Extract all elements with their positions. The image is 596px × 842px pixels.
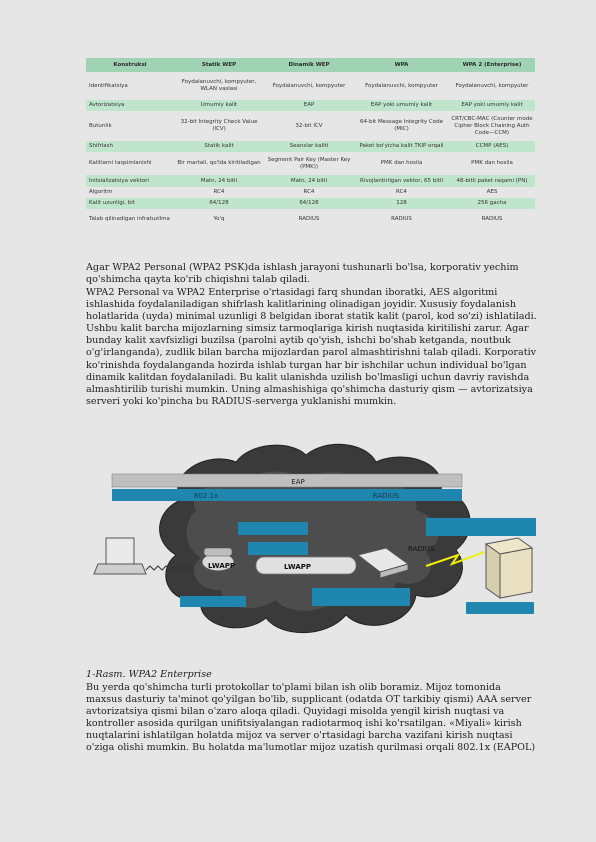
text-line: o'g'irlanganda), zudlik bilan barcha mijozlardan parol almashtirishni talab qiladi. Korporativ <box>86 347 537 359</box>
text-line: Ushbu kalit barcha mijozlarning simsiz tarmoqlariga kirish nuqtasida kiritilishi zarur. Agar <box>86 323 529 335</box>
table-cell: Foydalanuvchi, kompyuter <box>449 72 535 100</box>
table-header-cell: Konstruksi <box>86 58 174 72</box>
table-row <box>86 111 535 141</box>
table-cell: Butunlik <box>86 111 174 141</box>
blue-box <box>312 588 410 606</box>
paragraph-supplicant <box>86 682 536 755</box>
blue-box <box>426 518 536 536</box>
table-cell: 64-bit Message Integrity Code (MIC) <box>354 111 449 141</box>
figure-caption <box>86 669 536 681</box>
table-cell: Avtorizatsiya <box>86 100 174 111</box>
table-row <box>86 72 535 100</box>
table-cell: Matn, 24 bitli <box>264 175 354 187</box>
table-cell: PMK dan hosila <box>449 152 535 175</box>
band-left-label: 802.1x <box>193 492 219 500</box>
table-cell: Kalit uzunligi, bit <box>86 198 174 209</box>
table-cell: Initsializatsiya vektori <box>86 175 174 187</box>
table-header-cell: WPA <box>354 58 449 72</box>
table-cell: Talab qilinadigan infratuzilma <box>86 209 174 229</box>
blue-box <box>248 542 308 555</box>
table-header-cell: Statik WEP <box>174 58 264 72</box>
table-cell: Algoritm <box>86 187 174 198</box>
table-row <box>86 152 535 175</box>
table-cell: Matn, 24 bitli <box>174 175 264 187</box>
text-line: WPA2 Personal va WPA2 Enterprise o'rtasidagi farq shundan iboratki, AES algoritmi <box>86 287 498 298</box>
table-cell: Shifrlash <box>86 141 174 152</box>
table-cell: EAP yoki umumiy kalit <box>354 100 449 111</box>
paragraph-intro <box>86 262 536 286</box>
eap-bar <box>112 474 462 487</box>
protocol-band <box>112 489 462 501</box>
text-line: nuqtalarini ishlatilgan holatda mijoz va server o'rtasidagi barcha vazifani kirish nuqtasi <box>86 730 513 742</box>
controller-label: RADIUS <box>408 545 435 553</box>
table-cell: Segment Pair Key (Master Key (PMK)) <box>264 152 354 175</box>
table-cell: Identifikatsiya <box>86 72 174 100</box>
text-line: Agar WPA2 Personal (WPA2 PSK)da ishlash jarayoni tushunarli bo'lsa, korporativ yechim <box>86 262 519 273</box>
text-line: avtorizatsiya qismi bilan o'zaro aloqa qiladi. Quyidagi misolda yengil kirish nuqtasi va <box>86 706 505 718</box>
table-row <box>86 187 535 198</box>
table-header-row <box>86 58 535 72</box>
table-header-cell: WPA 2 (Enterprise) <box>449 58 535 72</box>
table-cell: 128 <box>354 198 449 209</box>
table-cell: RC4 <box>264 187 354 198</box>
table-cell: 256 gacha <box>449 198 535 209</box>
table-cell: Kalitlarni taqsimlanishi <box>86 152 174 175</box>
text-line: almashtirilib turishi mumkin. Uning almashishiga qo'shimcha dasturiy qism — avtorizatsiya <box>86 383 533 395</box>
table-cell: CRT/CBC-MAC (Counter mode Cipher Block Chaining Auth Code—CCM) <box>449 111 535 141</box>
table-cell: 32-bit ICV <box>264 111 354 141</box>
blue-box <box>180 596 246 607</box>
comparison-table <box>86 58 535 229</box>
text-line: qo'shimcha qayta ko'rib chiqishni talab qiladi. <box>86 274 311 286</box>
table-cell: RADIUS <box>264 209 354 229</box>
table-cell: Yo'q <box>174 209 264 229</box>
text-line: ko'rinishda foydalanganda hozirda ishlab turgan har bir ishchilar uchun individual bo'lgan <box>86 359 527 371</box>
table-cell: Statik kalit <box>174 141 264 152</box>
paragraph-personal-vs-enterprise <box>86 287 536 408</box>
lwapp-label: LWAPP <box>208 562 236 570</box>
table-cell: CCMP (AES) <box>449 141 535 152</box>
text-line: serveri yoki ko'pincha bu RADIUS-serverga yuklanishi mumkin. <box>86 395 397 407</box>
server-icon <box>486 538 532 598</box>
table-cell: 64/128 <box>174 198 264 209</box>
table-row <box>86 198 535 209</box>
laptop-icon <box>94 538 146 574</box>
table-cell: Paket bo'yicha kalit TKIP orqali <box>354 141 449 152</box>
table-cell: Foydalanuvchi, kompyuter <box>354 72 449 100</box>
text-line: holatlarida (uyda) minimal uzunligi 8 belgidan iborat statik kalit (parol, kod so'zi) ishlatiladi. <box>86 311 537 323</box>
band-right-label: RADIUS <box>372 492 400 500</box>
lwapp-label: LWAPP <box>284 563 312 571</box>
table-cell: EAP yoki umumiy kalit <box>449 100 535 111</box>
blue-box <box>466 602 534 614</box>
table-cell: Foydalanuvchi, kompyuter <box>264 72 354 100</box>
table-cell: Umumiy kalit <box>174 100 264 111</box>
text-line: bunday kalit xavfsizligi buzilsa (parolni aytib qo'yish, ishchi bo'shab ketganda, noutbuk <box>86 335 511 347</box>
table-cell: PMK dan hosila <box>354 152 449 175</box>
text-line: kontroller asosida qurilgan unifitsiyalangan radiotarmoq ishi ko'rsatilgan. «Miyali» kirish <box>86 718 522 730</box>
table-cell: Rivojlantirilgan vektor, 65 bitli <box>354 175 449 187</box>
table-row <box>86 100 535 111</box>
table-header-cell: Dinamik WEP <box>264 58 354 72</box>
wpa2-enterprise-diagram <box>86 440 536 650</box>
table-cell: 48-bitli paket raqami (PN) <box>449 175 535 187</box>
blue-box <box>238 522 308 535</box>
table-cell: Foydalanuvchi, kompyuter, WLAN vaslasi <box>174 72 264 100</box>
table-cell: Seanslar kaliti <box>264 141 354 152</box>
table-cell: 64/128 <box>264 198 354 209</box>
text-line: ishlashida foydalaniladigan shifrlash kalitlarining olinadigan joyidir. Xususiy foydalanish <box>86 299 517 311</box>
table-row <box>86 141 535 152</box>
text-line: maxsus dasturiy ta'minot qo'yilgan bo'lib, supplicant (odatda OT tarkibiy qismi) AAA server <box>86 694 532 706</box>
table-cell: RADIUS <box>354 209 449 229</box>
text-line: Bu yerda qo'shimcha turli protokollar to'plami bilan ish olib boramiz. Mijoz tomonida <box>86 682 501 693</box>
text-line: dinamik kalitdan foydalaniladi. Bu kalit ulanishda uzilish bo'lmasligi uchun davriy ravishda <box>86 371 530 383</box>
table-cell: Bir martali, qo'lda kiritiladigan <box>174 152 264 175</box>
table-cell: EAP <box>264 100 354 111</box>
table-cell: RADIUS <box>449 209 535 229</box>
table-cell: 32-bit Integrity Check Value (ICV) <box>174 111 264 141</box>
table-cell: RC4 <box>354 187 449 198</box>
table-cell: AES <box>449 187 535 198</box>
text-line: o'ziga olishi mumkin. Bu holatda ma'lumotlar mijoz uzatish qurilmasi orqali 802.1x (EAPOL) <box>86 742 536 754</box>
eap-label: EAP <box>291 478 305 486</box>
table-cell: RC4 <box>174 187 264 198</box>
caption-text: 1-Rasm. WPA2 Enterprise <box>86 669 212 680</box>
table-row <box>86 209 535 229</box>
table-row <box>86 175 535 187</box>
